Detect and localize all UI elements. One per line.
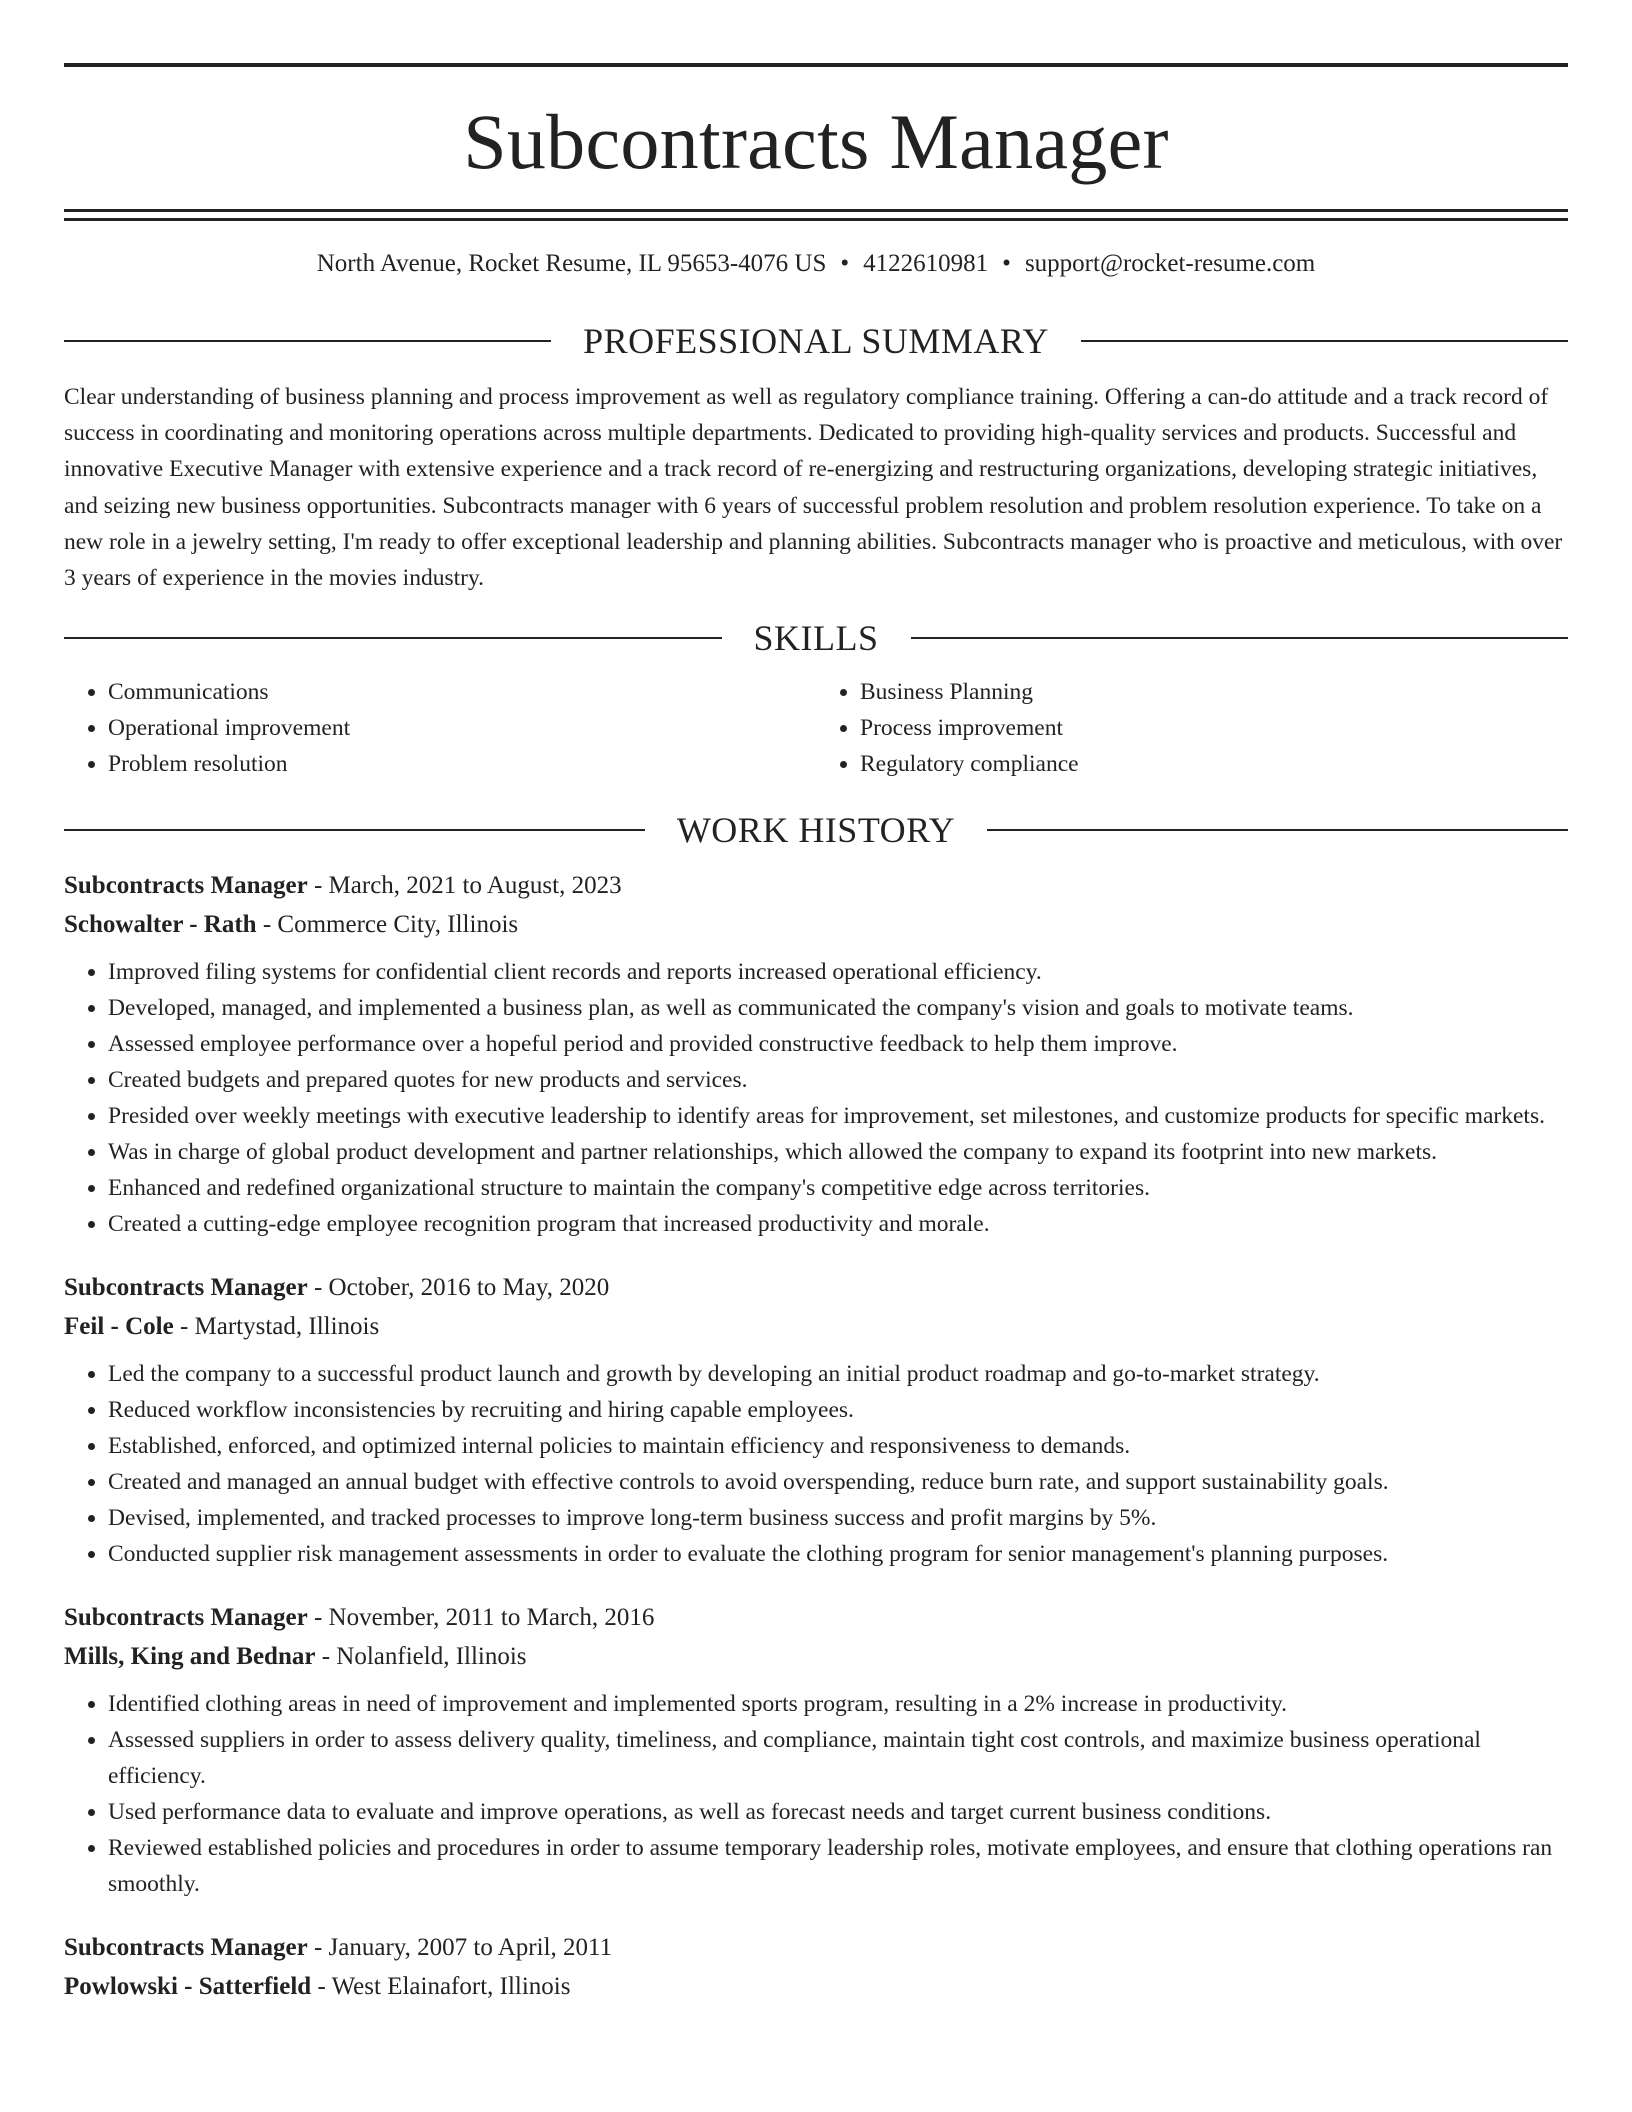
heading-line-left — [64, 637, 722, 639]
skill-item: • Communications — [108, 674, 816, 710]
job-title: Subcontracts Manager — [64, 1274, 308, 1302]
skills-column-right — [816, 674, 1568, 782]
job-company: Schowalter - Rath — [64, 911, 257, 939]
contact-phone[interactable]: 4122610981 — [863, 250, 989, 277]
resume-page — [64, 0, 1568, 2006]
top-rule — [64, 63, 1568, 67]
job-bullet: • Identified clothing areas in need of improvement and implemented sports program, resulting in a 2% increase in productivity. — [108, 1686, 1568, 1722]
summary-text: Clear understanding of business planning and process improvement as well as regulatory compliance training. Offering a can-do attitude and a track record of success in coordinating and monitoring operations across multiple departments. Dedicated to providing high-quality services and products. Successful and innovative Executive Manager with extensive experience and a track record of re-energizing and restructuring organizations, developing strategic initiatives, and seizing new business opportunities. Subcontracts manager with 6 years of successful problem resolution and problem resolution experience. To take on a new role in a jewelry setting, I'm ready to offer exceptional leadership and planning abilities. Subcontracts manager who is proactive and meticulous, with over 3 years of experience in the movies industry. — [64, 384, 1563, 592]
job-dates: - March, 2021 to August, 2023 — [307, 872, 622, 900]
heading-line-left — [64, 829, 645, 831]
job-bullet: • Was in charge of global product development and partner relationships, which allowed the company to expand its footprint into new markets. — [108, 1134, 1568, 1170]
job-bullet: • Assessed suppliers in order to assess delivery quality, timeliness, and compliance, maintain tight cost controls, and maximize business operational efficiency. — [108, 1722, 1568, 1794]
job-bullet: • Created and managed an annual budget with effective controls to avoid overspending, reduce burn rate, and support sustainability goals. — [108, 1464, 1568, 1500]
skills-heading-title: SKILLS — [753, 618, 879, 659]
job-bullet: • Conducted supplier risk management assessments in order to evaluate the clothing program for senior management's planning purposes. — [108, 1536, 1568, 1572]
heading-line-left — [64, 340, 551, 342]
skills-list — [64, 674, 1568, 782]
job-location: - Martystad, Illinois — [173, 1313, 380, 1341]
heading-line-right — [1081, 340, 1568, 342]
job-location: - Commerce City, Illinois — [256, 911, 519, 939]
job-bullet: • Devised, implemented, and tracked processes to improve long-term business success and profit margins by 5%. — [108, 1500, 1568, 1536]
skill-item: • Operational improvement — [108, 710, 816, 746]
skill-item: • Regulatory compliance — [860, 746, 1568, 782]
job-bullet: • Reviewed established policies and procedures in order to assume temporary leadership roles, motivate employees, and ensure that clothing operations ran smoothly. — [108, 1830, 1568, 1902]
job-bullet: • Led the company to a successful product launch and growth by developing an initial product roadmap and go-to-market strategy. — [108, 1356, 1568, 1392]
job-entry — [64, 1268, 1568, 1572]
summary-heading — [64, 321, 1568, 361]
double-rule — [64, 209, 1568, 221]
work-heading-title: WORK HISTORY — [676, 810, 956, 851]
job-bullet: • Established, enforced, and optimized internal policies to maintain efficiency and responsiveness to demands. — [108, 1428, 1568, 1464]
job-location: - West Elainafort, Illinois — [311, 1973, 571, 2001]
job-title-line — [64, 1598, 1568, 1637]
job-company-line — [64, 1637, 1568, 1676]
skill-item: • Problem resolution — [108, 746, 816, 782]
job-location: - Nolanfield, Illinois — [315, 1643, 527, 1671]
job-entry — [64, 1598, 1568, 1902]
job-company-line — [64, 1967, 1568, 2006]
contact-separator: • — [840, 250, 850, 277]
contact-line — [64, 249, 1568, 279]
job-title-line — [64, 1268, 1568, 1307]
skills-heading — [64, 618, 1568, 658]
job-company-line — [64, 1307, 1568, 1346]
job-title: Subcontracts Manager — [64, 1604, 308, 1632]
job-entry — [64, 866, 1568, 1242]
job-title-line — [64, 866, 1568, 905]
contact-address: North Avenue, Rocket Resume, IL 95653-4076 US — [316, 250, 827, 277]
job-company: Powlowski - Satterfield — [64, 1973, 312, 2001]
job-bullet: • Improved filing systems for confidential client records and reports increased operational efficiency. — [108, 954, 1568, 990]
contact-separator: • — [1002, 250, 1011, 277]
job-bullet: • Created a cutting-edge employee recognition program that increased productivity and morale. — [108, 1206, 1568, 1242]
job-title: Subcontracts Manager — [64, 1934, 308, 1962]
job-dates: - January, 2007 to April, 2011 — [307, 1934, 613, 1962]
job-bullet: • Developed, managed, and implemented a business plan, as well as communicated the company's vision and goals to motivate teams. — [108, 990, 1568, 1026]
summary-heading-title: PROFESSIONAL SUMMARY — [583, 321, 1049, 361]
job-company-line — [64, 905, 1568, 944]
job-bullets — [64, 1686, 1568, 1902]
heading-line-right — [911, 637, 1569, 639]
work-history — [64, 866, 1568, 2006]
job-bullets — [64, 1356, 1568, 1572]
job-entry — [64, 1928, 1568, 2006]
contact-email[interactable]: support@rocket-resume.com — [1024, 250, 1316, 277]
job-bullet: • Assessed employee performance over a hopeful period and provided constructive feedback to help them improve. — [108, 1026, 1568, 1062]
job-dates: - November, 2011 to March, 2016 — [307, 1604, 655, 1632]
job-title-line — [64, 1928, 1568, 1967]
job-bullet: • Presided over weekly meetings with executive leadership to identify areas for improvement, set milestones, and customize products for specific markets. — [108, 1098, 1568, 1134]
job-bullet: • Created budgets and prepared quotes for new products and services. — [108, 1062, 1568, 1098]
candidate-name: Subcontracts Manager — [463, 98, 1169, 185]
job-dates: - October, 2016 to May, 2020 — [307, 1274, 610, 1302]
skill-item: • Process improvement — [860, 710, 1568, 746]
job-company: Feil - Cole — [64, 1313, 174, 1341]
skill-item: • Business Planning — [860, 674, 1568, 710]
skills-column-left — [64, 674, 816, 782]
job-bullet: • Used performance data to evaluate and improve operations, as well as forecast needs and target current business conditions. — [108, 1794, 1568, 1830]
job-bullets — [64, 954, 1568, 1242]
job-title: Subcontracts Manager — [64, 872, 308, 900]
job-company: Mills, King and Bednar — [64, 1643, 316, 1671]
work-heading — [64, 810, 1568, 850]
job-bullet: • Enhanced and redefined organizational structure to maintain the company's competitive edge across territories. — [108, 1170, 1568, 1206]
job-bullet: • Reduced workflow inconsistencies by recruiting and hiring capable employees. — [108, 1392, 1568, 1428]
heading-line-right — [987, 829, 1568, 831]
